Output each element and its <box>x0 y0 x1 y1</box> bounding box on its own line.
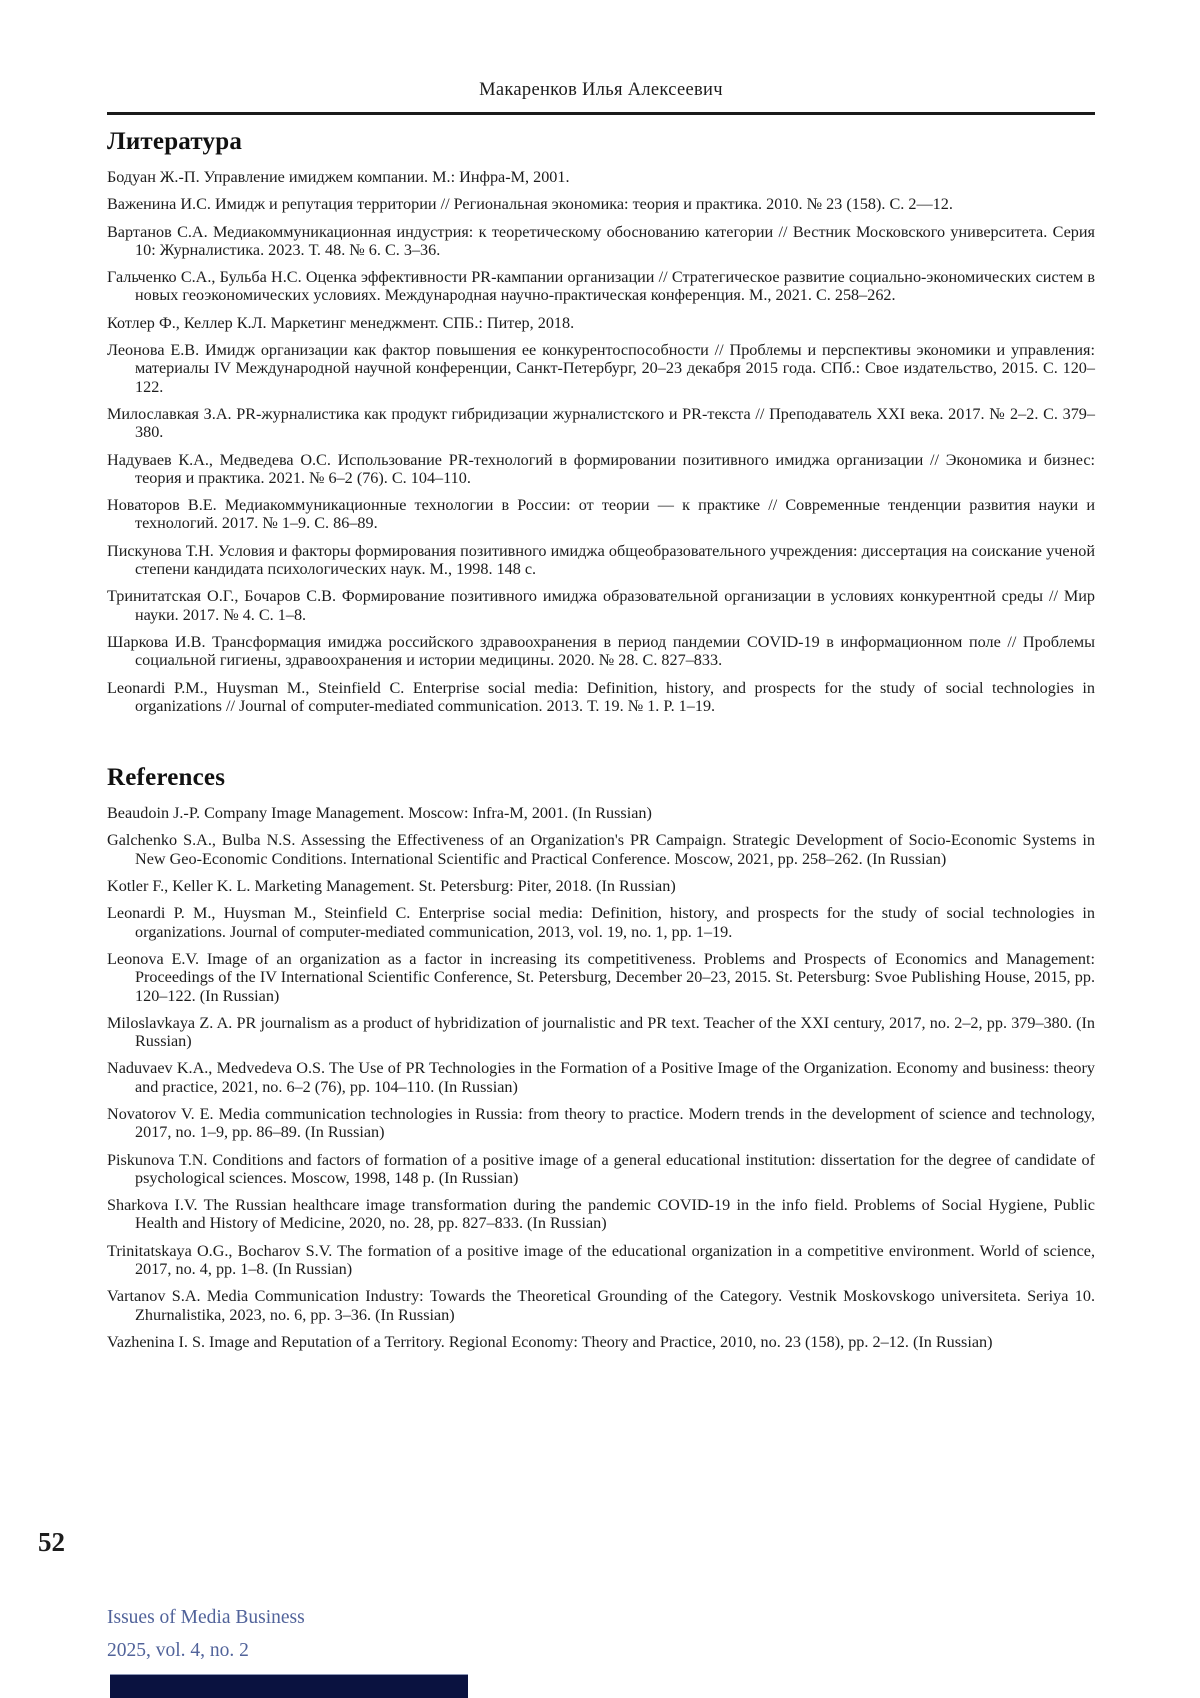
section-references <box>107 764 1095 1351</box>
reference-entry: Котлер Ф., Келлер К.Л. Маркетинг менеджмент. СПБ.: Питер, 2018. <box>107 313 575 332</box>
page-content <box>107 128 1095 1360</box>
reference-entry: Trinitatskaya O.G., Bocharov S.V. The formation of a positive image of the educational organization in a competitive environment. World of science, 2017, no. 4, pp. 1–8. (In Russian) <box>107 1241 1095 1279</box>
reference-entry: Novatorov V. E. Media communication technologies in Russia: from theory to practice. Modern trends in the development of science and technology, 2017, no. 1–9, pp. 86–89. (In Russian) <box>107 1104 1095 1142</box>
reference-entry: Тринитатская О.Г., Бочаров С.В. Формирование позитивного имиджа образовательной организации в условиях конкурентной среды // Мир науки. 2017. № 4. С. 1–8. <box>107 587 1095 624</box>
section-literatura <box>107 128 1095 715</box>
reference-entry: Piskunova T.N. Conditions and factors of formation of a positive image of a general educational institution: dissertation for the degree of candidate of psychological sciences. Moscow, 1998, 148 p. (In Russian) <box>107 1150 1095 1187</box>
reference-entry: Leonardi P. M., Huysman M., Steinfield C. Enterprise social media: Definition, history, and prospects for the study of social technologies in organizations. Journal of computer-mediated communication, 2013, vol. 19, no. 1, pp. 1–19. <box>107 904 1095 941</box>
reference-entry: Милославкая З.А. PR-журналистика как продукт гибридизации журналистского и PR-текста // Преподаватель XXI века. 2017. № 2–2. С. 379–380. <box>107 404 1095 442</box>
reference-entry: Надуваев К.А., Медведева О.С. Использование PR-технологий в формировании позитивного имиджа организации // Экономика и бизнес: теория и практика. 2021. № 6–2 (76). С. 104–110. <box>107 450 1095 487</box>
reference-entry: Leonardi P.M., Huysman M., Steinfield C. Enterprise social media: Definition, history, and prospects for the study of social technologies in organizations // Journal of computer-mediated communication. 2013. Т. 19. № 1. P. 1–19. <box>107 678 1095 715</box>
reference-entry: Важенина И.С. Имидж и репутация территории // Региональная экономика: теория и практика. 2010. № 23 (158). С. 2—12. <box>107 195 953 214</box>
footer-journal-title: Issues of Media Business <box>107 1607 305 1628</box>
reference-entry: Вартанов С.А. Медиакоммуникационная индустрия: к теоретическому обоснованию категории // Вестник Московского университета. Серия 10: Журналистика. 2023. Т. 48. № 6. С. 3–36. <box>107 222 1095 259</box>
reference-entry: Гальченко С.А., Бульба Н.С. Оценка эффективности PR-кампании организации // Стратегическое развитие социально-экономических систем в новых геоэкономических условиях. Международная научно-практическая конференция. М., 2021. С. 258–262. <box>107 268 1095 305</box>
footer-accent-bar <box>110 1674 468 1698</box>
reference-entry: Vartanov S.A. Media Communication Industry: Towards the Theoretical Grounding of the Category. Vestnik Moskovskogo universiteta. Seriya 10. Zhurnalistika, 2023, no. 6, pp. 3–36. (In Russian) <box>107 1287 1095 1324</box>
reference-entry: Sharkova I.V. The Russian healthcare image transformation during the pandemic COVID-19 in the info field. Problems of Social Hygiene, Public Health and History of Medicine, 2020, no. 28, pp. 827–833. (In Russian) <box>107 1196 1095 1233</box>
reference-entry: Miloslavkaya Z. A. PR journalism as a product of hybridization of journalistic and PR text. Teacher of the XXI century, 2017, no. 2–2, pp. 379–380. (In Russian) <box>107 1013 1095 1051</box>
reference-entry: Бодуан Ж.-П. Управление имиджем компании. М.: Инфра-М, 2001. <box>107 168 570 186</box>
literatura-list <box>107 168 1095 715</box>
reference-entry: Шаркова И.В. Трансформация имиджа российского здравоохранения в период пандемии COVID-19 в информационном поле // Проблемы социальной гигиены, здравоохранения и истории медицины. 2020. № 28. С. 827–833. <box>107 632 1095 670</box>
literatura-heading: Литература <box>107 128 243 155</box>
reference-entry: Galchenko S.A., Bulba N.S. Assessing the Effectiveness of an Organization's PR Campaign. Strategic Development of Socio-Economic Systems in New Geo-Economic Conditions. International Scientific and Practical Conference. Moscow, 2021, pp. 258–262. (In Russian) <box>107 831 1095 868</box>
reference-entry: Naduvaev K.A., Medvedeva O.S. The Use of PR Technologies in the Formation of a Positive Image of the Organization. Economy and business: theory and practice, 2021, no. 6–2 (76), pp. 104–110. (In Russian) <box>107 1059 1095 1096</box>
reference-entry: Новаторов В.Е. Медиакоммуникационные технологии в России: от теории — к практике // Современные тенденции развития науки и технологий. 2017. № 1–9. С. 86–89. <box>107 496 1095 533</box>
reference-entry: Kotler F., Keller K. L. Marketing Management. St. Petersburg: Piter, 2018. (In Russian) <box>107 877 676 896</box>
references-list <box>107 804 1095 1351</box>
footer-journal-info <box>107 1601 305 1667</box>
reference-entry: Пискунова Т.Н. Условия и факторы формирования позитивного имиджа общеобразовательного учреждения: диссертация на соискание ученой степени кандидата психологических наук. М., 1998. 148 с. <box>107 541 1095 579</box>
references-heading: References <box>107 764 226 792</box>
reference-entry: Vazhenina I. S. Image and Reputation of a Territory. Regional Economy: Theory and Practice, 2010, no. 23 (158), pp. 2–12. (In Russian) <box>107 1332 993 1351</box>
reference-entry: Beaudoin J.-P. Company Image Management. Moscow: Infra-M, 2001. (In Russian) <box>107 804 652 823</box>
page-number: 52 <box>38 1527 65 1557</box>
running-head-author: Макаренков Илья Алексеевич <box>479 80 723 100</box>
header-divider <box>107 112 1095 115</box>
footer-issue-line: 2025, vol. 4, no. 2 <box>107 1640 249 1661</box>
reference-entry: Леонова Е.В. Имидж организации как фактор повышения ее конкурентоспособности // Проблемы и перспективы экономики и управления: материалы IV Международной научной конференции, Санкт-Петербург, 20–23 декабря 2015 года. СПб.: Свое издательство, 2015. С. 120–122. <box>107 341 1095 396</box>
reference-entry: Leonova E.V. Image of an organization as a factor in increasing its competitiveness. Problems and Prospects of Economics and Management: Proceedings of the IV International Scientific Conference, St. Petersburg, December 20–23, 2015. St. Petersburg: Svoe Publishing House, 2015, pp. 120–122. (In Russian) <box>107 949 1095 1005</box>
